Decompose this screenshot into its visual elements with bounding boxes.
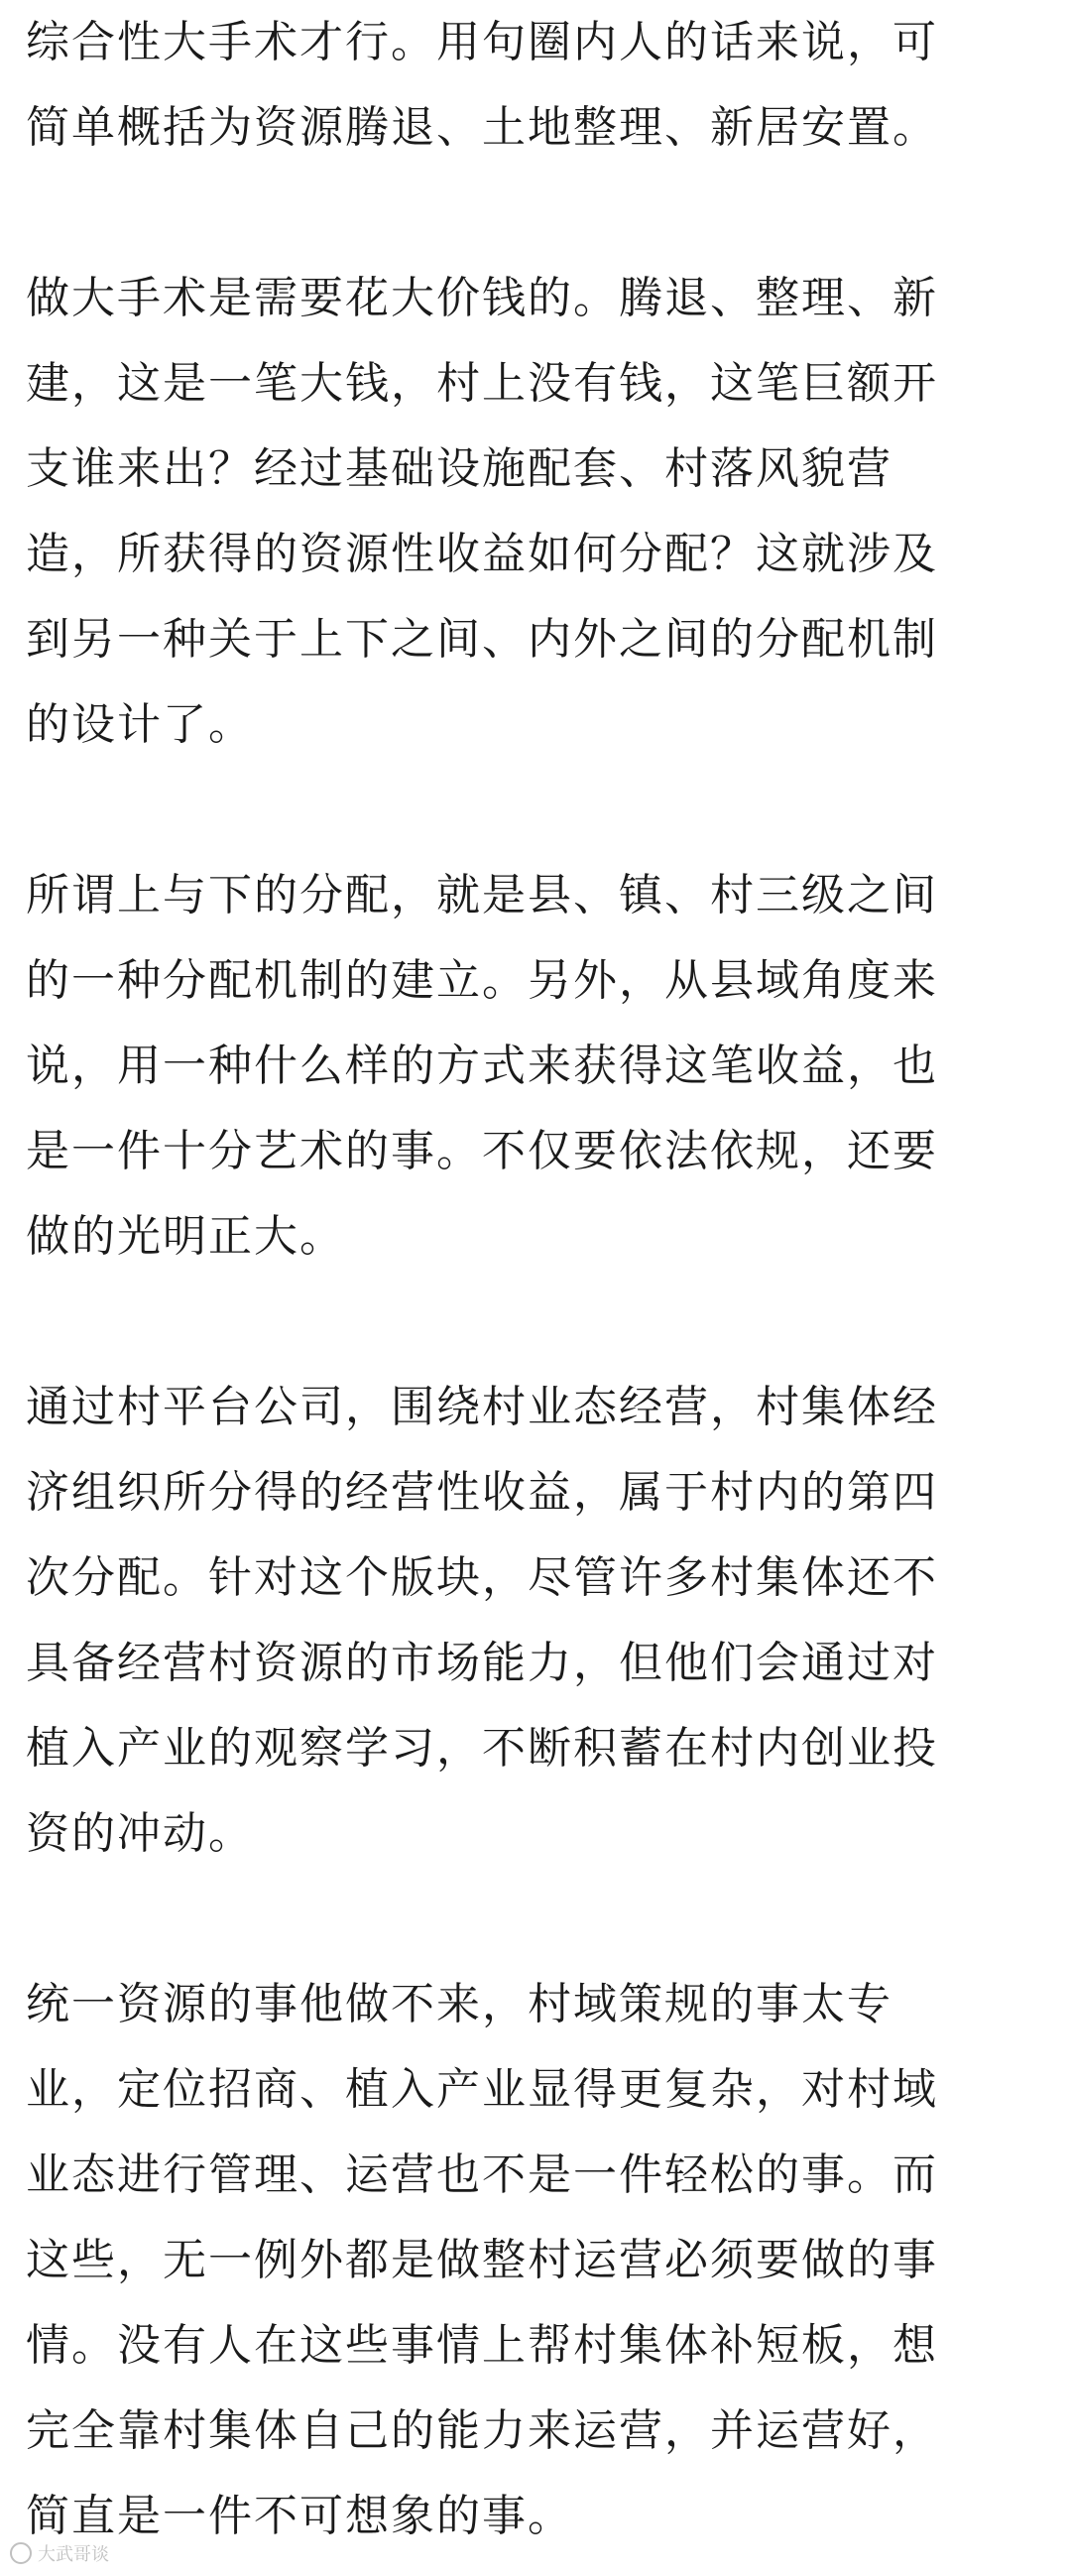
text-line: 业态进行管理、运营也不是一件轻松的事。而 — [26, 2149, 938, 2200]
paragraph-gap — [26, 1280, 1057, 1365]
paragraph-2 — [26, 256, 1057, 768]
text-line: 综合性大手术才行。用句圈内人的话来说，可 — [26, 17, 938, 67]
text-line: 完全靠村集体自己的能力来运营，并运营好， — [26, 2405, 938, 2456]
paragraph-gap — [26, 171, 1057, 256]
article-body — [26, 0, 1057, 2559]
text-line: 简直是一件不可想象的事。 — [26, 2491, 573, 2541]
text-line: 次分配。针对这个版块，尽管许多村集体还不 — [26, 1552, 938, 1603]
text-line: 是一件十分艺术的事。不仅要依法依规，还要 — [26, 1126, 938, 1176]
text-line: 建，这是一笔大钱，村上没有钱，这笔巨额开 — [26, 358, 938, 409]
text-line: 这些，无一例外都是做整村运营必须要做的事 — [26, 2235, 938, 2285]
text-line: 业，定位招商、植入产业显得更复杂，对村域 — [26, 2064, 938, 2115]
text-line: 支谁来出？经过基础设施配套、村落风貌营 — [26, 443, 892, 494]
paragraph-3 — [26, 853, 1057, 1280]
paragraph-gap — [26, 768, 1057, 853]
text-line: 做大手术是需要花大价钱的。腾退、整理、新 — [26, 273, 938, 323]
text-line: 情。没有人在这些事情上帮村集体补短板，想 — [26, 2320, 938, 2371]
paragraph-4 — [26, 1365, 1057, 1877]
text-line: 济组织所分得的经营性收益，属于村内的第四 — [26, 1467, 938, 1518]
paragraph-gap — [26, 1877, 1057, 1962]
text-line: 的一种分配机制的建立。另外，从县域角度来 — [26, 955, 938, 1006]
text-line: 所谓上与下的分配，就是县、镇、村三级之间 — [26, 870, 938, 920]
text-line: 统一资源的事他做不来，村域策规的事太专 — [26, 1979, 892, 2029]
text-line: 做的光明正大。 — [26, 1211, 345, 1262]
watermark — [10, 2540, 109, 2566]
paragraph-5 — [26, 1962, 1057, 2559]
text-line: 到另一种关于上下之间、内外之间的分配机制 — [26, 614, 938, 665]
watermark-logo-icon — [10, 2542, 32, 2564]
text-line: 通过村平台公司，围绕村业态经营，村集体经 — [26, 1382, 938, 1432]
text-line: 简单概括为资源腾退、土地整理、新居安置。 — [26, 102, 938, 153]
text-line: 的设计了。 — [26, 699, 254, 750]
text-line: 说，用一种什么样的方式来获得这笔收益，也 — [26, 1041, 938, 1091]
watermark-text: 大武哥谈 — [38, 2544, 109, 2564]
text-line: 植入产业的观察学习，不断积蓄在村内创业投 — [26, 1723, 938, 1774]
text-line: 具备经营村资源的市场能力，但他们会通过对 — [26, 1638, 938, 1688]
paragraph-1 — [26, 0, 1057, 171]
text-line: 资的冲动。 — [26, 1808, 254, 1859]
text-line: 造，所获得的资源性收益如何分配？这就涉及 — [26, 529, 938, 579]
